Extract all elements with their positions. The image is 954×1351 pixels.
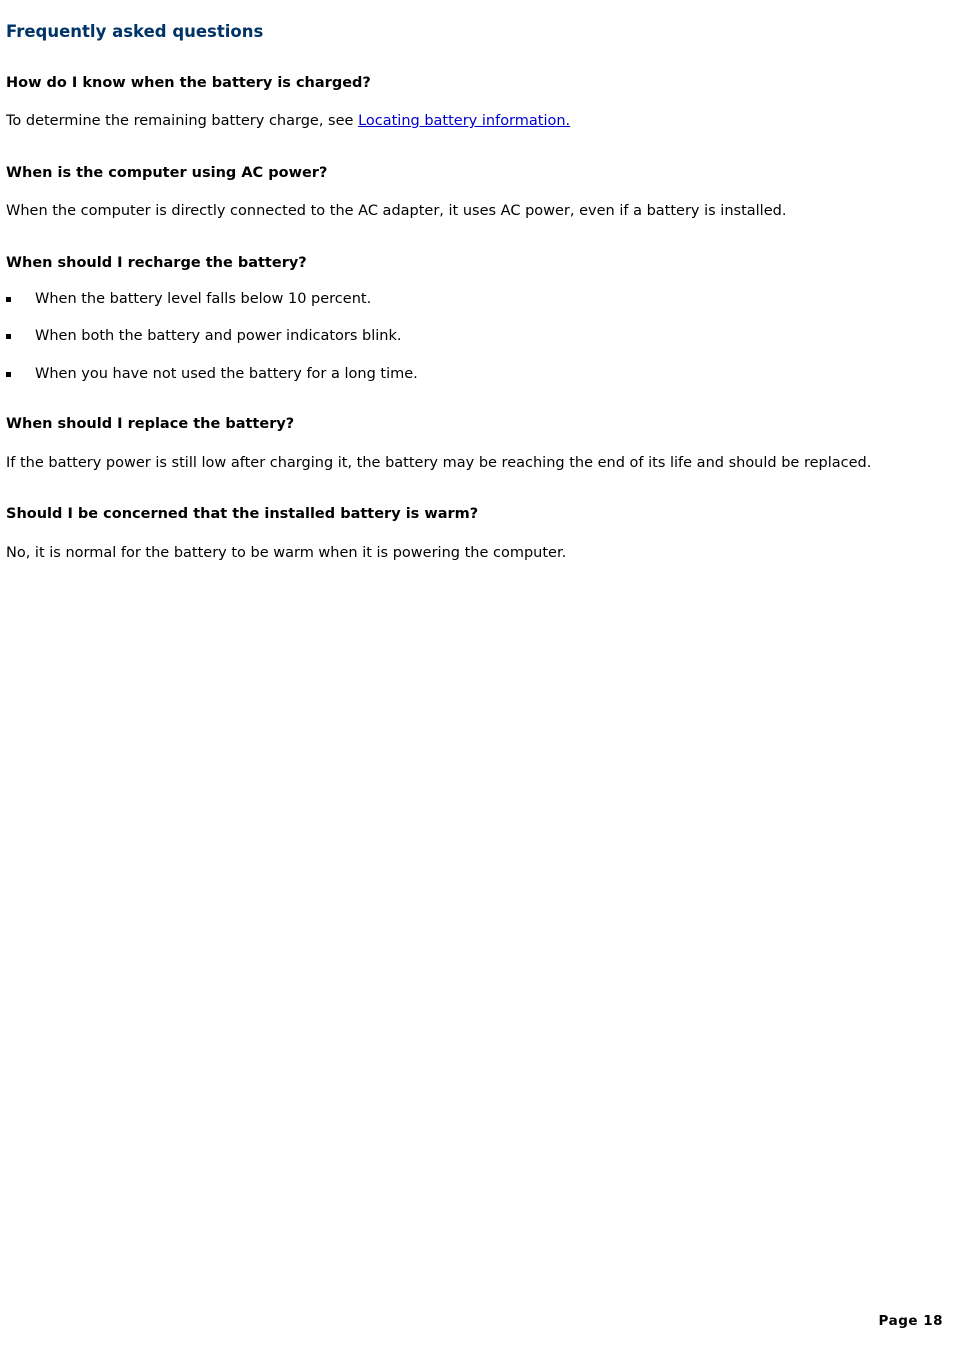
faq-answer-replace: If the battery power is still low after charging it, the battery may be reaching the end of its life and should be replaced. [6, 455, 872, 471]
page-title: Frequently asked questions [6, 22, 264, 41]
list-item-text: When you have not used the battery for a long time. [35, 366, 418, 382]
locating-battery-information-link[interactable]: Locating battery information. [358, 113, 571, 129]
faq-answer-warm: No, it is normal for the battery to be warm when it is powering the computer. [6, 545, 567, 561]
page-number: Page 18 [878, 1313, 943, 1329]
faq-question-recharge: When should I recharge the battery? [6, 255, 307, 271]
faq-answer-ac-power: When the computer is directly connected to the AC adapter, it uses AC power, even if a battery is installed. [6, 203, 787, 219]
square-bullet-icon [6, 372, 11, 377]
faq-question-ac-power: When is the computer using AC power? [6, 165, 328, 181]
faq-question-battery-charged: How do I know when the battery is charged? [6, 75, 371, 91]
faq-question-replace: When should I replace the battery? [6, 416, 295, 432]
answer-text: To determine the remaining battery charge, see [6, 113, 359, 129]
list-item-text: When both the battery and power indicators blink. [35, 328, 402, 344]
faq-question-warm: Should I be concerned that the installed battery is warm? [6, 506, 479, 522]
list-item-text: When the battery level falls below 10 percent. [35, 291, 372, 307]
faq-answer-battery-charged [6, 113, 570, 129]
square-bullet-icon [6, 334, 11, 339]
square-bullet-icon [6, 297, 11, 302]
